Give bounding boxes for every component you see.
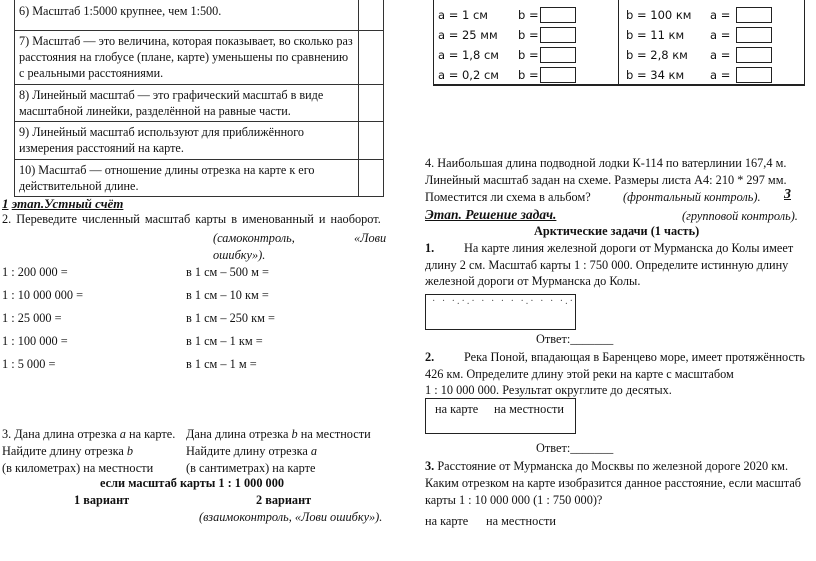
statement-check-cell[interactable]	[359, 0, 384, 31]
left-unknown-2: b =	[518, 28, 539, 42]
self-control-note-3: ошибку»).	[213, 248, 266, 262]
arctic-heading: Арктические задачи (1 часть)	[534, 224, 700, 238]
right-unknown-1: a =	[710, 8, 731, 22]
mutual-control-note: (взаимоконтроль, «Лови ошибку»).	[199, 510, 383, 524]
statement-text: 9) Линейный масштаб используют для приближённого измерения расстояний на карте.	[15, 122, 359, 159]
task2-text: 2. Переведите численный масштаб карты в именованный и наоборот.	[2, 212, 381, 226]
group-control-note: (групповой контроль).	[682, 209, 798, 223]
right-given-2: b = 11 км	[626, 28, 685, 42]
statement-row	[15, 0, 384, 31]
problem3-line1	[425, 459, 788, 474]
units-left: (в километрах) на местности	[2, 461, 154, 475]
task3-right	[186, 427, 371, 442]
left-unknown-3: b =	[518, 48, 539, 62]
scale-left-1: 1 : 200 000 =	[2, 265, 68, 279]
units-right: (в сантиметрах) на карте	[186, 461, 316, 475]
statement-text: 10) Масштаб — отношение длины отрезка на карте к его действительной длине.	[15, 159, 359, 196]
right-unknown-3: a =	[710, 48, 731, 62]
task4-line1: 4. Наибольшая длина подводной лодки К-114 по ватерлинии 167,4 м.	[425, 156, 787, 170]
problem3-line3: карты 1 : 10 000 000 (1 : 750 000)?	[425, 493, 603, 507]
task4-line2: Линейный масштаб задан на схеме. Размеры листа А4: 210 * 297 мм.	[425, 173, 787, 187]
answer-box[interactable]	[540, 67, 576, 83]
statement-text: 7) Масштаб — это величина, которая показывает, во сколько раз расстояния на глобусе (плане, карте) уменьшены по сравнению с реальными расстояниями.	[15, 31, 359, 85]
statements-table	[14, 0, 384, 197]
grid-divider	[618, 0, 619, 84]
find-left-var: b	[126, 444, 134, 458]
problem3-text-1: Расстояние от Мурманска до Москвы по железной дороге 2020 км.	[437, 459, 789, 473]
find-right-text: Найдите длину отрезка	[186, 444, 308, 458]
problem2-answer-line[interactable]: Ответ:_______	[536, 441, 614, 455]
variant-2-label: 2 вариант	[256, 493, 312, 507]
answer-box[interactable]	[736, 67, 772, 83]
on-terrain-label: на местности	[494, 402, 564, 416]
statement-row	[15, 84, 384, 121]
right-given-1: b = 100 км	[626, 8, 692, 22]
find-right-var: а	[310, 444, 318, 458]
problem3-on-terrain-label: на местности	[486, 514, 556, 528]
left-given-4: a = 0,2 см	[438, 68, 499, 82]
left-unknown-4: b =	[518, 68, 539, 82]
problem2-line3: 1 : 10 000 000. Результат округлите до десятых.	[425, 383, 672, 397]
find-left	[2, 444, 133, 459]
problem2-work-area[interactable]	[425, 398, 576, 434]
problem1-answer-grid	[433, 0, 805, 86]
scale-right-2: в 1 см – 10 км =	[186, 288, 269, 302]
scale-left-3: 1 : 25 000 =	[2, 311, 62, 325]
answer-box[interactable]	[540, 47, 576, 63]
answer-box[interactable]	[540, 7, 576, 23]
task3-left	[2, 427, 175, 442]
problem3-on-map-label: на карте	[425, 514, 469, 528]
stage1-title: этап.Устный счёт	[11, 196, 124, 211]
answer-box[interactable]	[540, 27, 576, 43]
statement-row	[15, 31, 384, 85]
task3-left-text: 3. Дана длина отрезка	[2, 427, 117, 441]
left-given-1: a = 1 см	[438, 8, 488, 22]
find-right	[186, 444, 317, 459]
answer-box[interactable]	[736, 7, 772, 23]
right-unknown-2: a =	[710, 28, 731, 42]
problem1-work-area[interactable]	[425, 294, 576, 330]
stage3-title: Этап. Решение задач.	[425, 207, 557, 222]
task3-left-text-2: на карте.	[129, 427, 176, 441]
problem2-number: 2.	[425, 350, 435, 364]
statement-check-cell[interactable]	[359, 31, 384, 85]
task4-line3: Поместится ли схема в альбом?	[425, 190, 591, 204]
statement-text: 8) Линейный масштаб — это графический масштаб в виде масштабной линейки, разделённой на равные части.	[15, 84, 359, 121]
stage1-heading	[2, 196, 123, 212]
answer-box[interactable]	[736, 27, 772, 43]
answer-box[interactable]	[736, 47, 772, 63]
left-given-3: a = 1,8 см	[438, 48, 499, 62]
self-control-note: (самоконтроль,	[213, 231, 295, 245]
problem1-line3: железной дороги от Мурманска до Колы.	[425, 274, 641, 288]
scale-right-4: в 1 см – 1 км =	[186, 334, 263, 348]
frontal-control-note: (фронтальный контроль).	[623, 190, 761, 204]
scale-condition: если масштаб карты 1 : 1 000 000	[100, 476, 284, 490]
statement-text: 6) Масштаб 1:5000 крупнее, чем 1:500.	[15, 0, 359, 31]
problem2-line1: Река Поной, впадающая в Баренцево море, имеет протяжённость	[464, 350, 805, 364]
left-unknown-1: b =	[518, 8, 539, 22]
problem3-line2: Каким отрезком на карте изобразится данное расстояние, если масштаб	[425, 476, 802, 490]
scale-left-4: 1 : 100 000 =	[2, 334, 68, 348]
self-control-note-2: «Лови	[354, 231, 387, 245]
statement-check-cell[interactable]	[359, 159, 384, 196]
scale-left-5: 1 : 5 000 =	[2, 357, 56, 371]
problem1-number: 1.	[425, 241, 435, 255]
find-left-text: Найдите длину отрезка	[2, 444, 124, 458]
task3-right-text-2: на местности	[300, 427, 371, 441]
var-b: b	[291, 427, 298, 441]
statement-check-cell[interactable]	[359, 84, 384, 121]
right-given-3: b = 2,8 км	[626, 48, 688, 62]
problem1-line2: длину 2 см. Масштаб карты 1 : 750 000. Определите истинную длину	[425, 258, 789, 272]
stage1-number: 1	[2, 196, 9, 211]
problem2-line2: 426 км. Определите длину этой реки на карте с масштабом	[425, 367, 734, 381]
dotted-scale-line: · · ·.·.· · · · · ·.· · · ·.·	[432, 296, 575, 307]
statement-check-cell[interactable]	[359, 122, 384, 159]
task3-right-text: Дана длина отрезка	[186, 427, 289, 441]
right-unknown-4: a =	[710, 68, 731, 82]
variant-1-label: 1 вариант	[74, 493, 130, 507]
scale-right-1: в 1 см – 500 м =	[186, 265, 269, 279]
problem1-line1: На карте линия железной дороги от Мурманска до Колы имеет	[464, 241, 794, 255]
left-given-2: a = 25 мм	[438, 28, 498, 42]
statement-row	[15, 122, 384, 159]
statement-row	[15, 159, 384, 196]
scale-right-3: в 1 см – 250 км =	[186, 311, 275, 325]
on-map-label: на карте	[435, 402, 479, 416]
scale-left-2: 1 : 10 000 000 =	[2, 288, 84, 302]
problem3-number: 3.	[425, 459, 435, 473]
scale-right-5: в 1 см – 1 м =	[186, 357, 257, 371]
problem1-answer-line[interactable]: Ответ:_______	[536, 332, 614, 346]
right-given-4: b = 34 км	[626, 68, 685, 82]
stage3-number: 3	[784, 187, 791, 202]
var-a: а	[119, 427, 126, 441]
